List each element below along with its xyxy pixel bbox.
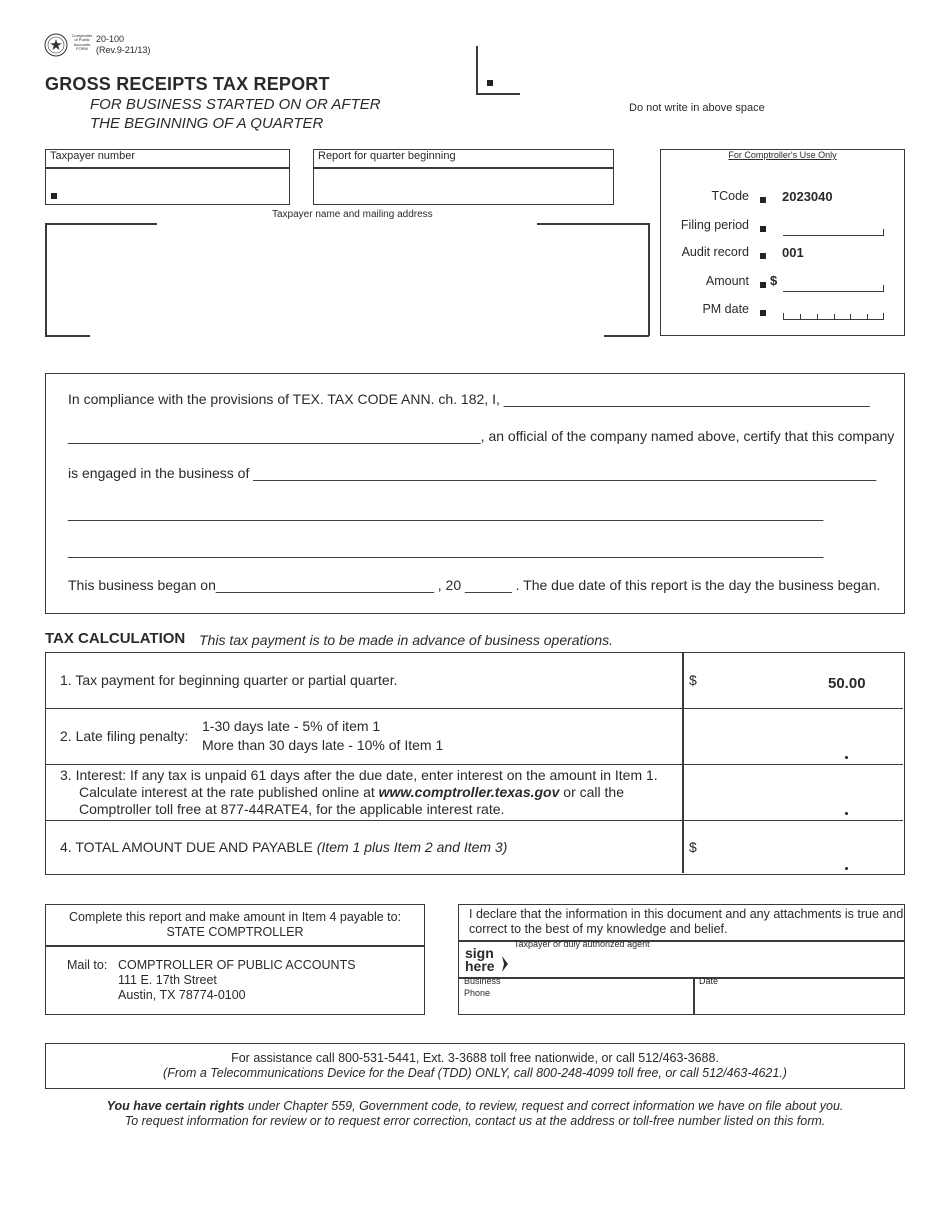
mail-to-label: Mail to: [67,958,108,972]
form-number: 20-100 [96,34,125,44]
item-3-line-2: Calculate interest at the rate published online at www.comptroller.texas.gov or call the [79,784,624,800]
scan-marker [487,80,493,86]
declaration-line-1: I declare that the information in this document and any attachments is true and [469,907,904,921]
name-box-border [45,223,157,225]
arrow-right-icon [501,955,509,973]
phone-label: Phone [464,988,491,998]
business-label: Business [464,976,501,986]
name-box-border [537,223,649,225]
rights-line-2: To request information for review or to request error correction, contact us at the address or toll-free number listed on this form. [124,1114,826,1128]
certification-line[interactable]: _____________________________________________________, an official of the company named above, certify that this company [68,428,895,444]
business-start-line[interactable]: This business began on____________________________ , 20 ______ . The due date of this report is the day the business began. [68,577,881,593]
date-label: Date [699,976,719,986]
amount-label: Amount [705,274,749,288]
tcode-value: 2023040 [782,189,833,204]
item-1-amount[interactable]: 50.00 [828,675,866,692]
item-1-dollar: $ [689,672,697,688]
taxpayer-number-field[interactable] [45,149,290,205]
certification-line[interactable]: In compliance with the provisions of TEX. TAX CODE ANN. ch. 182, I, _______________________________________________ [68,391,870,407]
certification-line[interactable]: _________________________________________________________________________________________________ [68,505,824,521]
filing-period-field[interactable] [783,229,884,236]
form-revision: (Rev.9-21/13) [96,45,151,55]
declaration-line-2: correct to the best of my knowledge and belief. [469,922,728,936]
tcode-label: TCode [711,189,749,203]
rights-notice: You have certain rights under Chapter 559, Government code, to review, request and correct information we have on file about you. To request information for review or to request error correction, contact us at the address or toll-free number listed on this form. [45,1099,905,1129]
agent-label: Taxpayer or duly authorized agent [514,939,650,949]
item-4-dollar: $ [689,839,697,855]
tax-calculation-heading: TAX CALCULATION [45,630,186,647]
item-3-line-1: 3. Interest: If any tax is unpaid 61 days after the due date, enter interest on the amount in Item 1. [60,767,658,783]
taxpayer-number-label: Taxpayer number [50,150,135,162]
corner-mark [476,46,478,94]
subtitle-line-1: FOR BUSINESS STARTED ON OR AFTER [90,96,381,113]
item-3-amount-field[interactable] [686,767,898,817]
do-not-write-note: Do not write in above space [629,102,765,114]
assistance-line-1: For assistance call 800-531-5441, Ext. 3-3688 toll free nationwide, or call 512/463-3688. [231,1051,719,1065]
tax-calculation-table [45,652,905,875]
signature-field[interactable] [514,945,900,975]
mail-address-line-1: COMPTROLLER OF PUBLIC ACCOUNTS [118,958,356,972]
subtitle-line-2: THE BEGINNING OF A QUARTER [90,115,324,132]
page-title: GROSS RECEIPTS TAX REPORT [45,74,330,94]
comptroller-website-link[interactable]: www.comptroller.texas.gov [378,784,560,800]
item-4-label: 4. TOTAL AMOUNT DUE AND PAYABLE (Item 1 plus Item 2 and Item 3) [60,839,508,855]
mail-address-line-3: Austin, TX 78774-0100 [118,988,246,1002]
audit-record-label: Audit record [681,245,749,259]
pm-date-label: PM date [702,302,749,316]
certification-line[interactable]: is engaged in the business of ________________________________________________________________________________ [68,465,877,481]
seal-caption: Comptroller of Public Accounts FORM [71,33,93,52]
amount-symbol: $ [770,273,778,288]
payable-line-1: Complete this report and make amount in Item 4 payable to: [68,910,402,924]
business-phone-field[interactable] [504,981,690,1011]
tax-calculation-note: This tax payment is to be made in advance of business operations. [199,632,614,648]
payable-instructions-box [45,904,425,1015]
pm-date-field[interactable] [783,313,884,320]
report-quarter-field[interactable] [313,149,614,205]
assistance-line-2: (From a Telecommunications Device for the Deaf (TDD) ONLY, call 800-248-4099 toll free, or call 512/463-4621.) [163,1066,787,1080]
name-box-border [45,223,47,336]
name-box-border [604,335,649,337]
mail-address-line-2: 111 E. 17th Street [118,973,217,987]
total-amount-field[interactable] [706,823,898,869]
corner-mark [476,93,520,95]
audit-record-value: 001 [782,245,804,260]
amount-field[interactable] [783,285,884,292]
date-field[interactable] [699,987,899,1012]
filing-period-label: Filing period [680,218,749,232]
name-address-area[interactable] [48,226,646,334]
item-2-amount-field[interactable] [686,711,898,761]
tax-row-item-2 [46,709,903,765]
name-box-border [648,223,650,336]
name-address-label: Taxpayer name and mailing address [272,209,433,220]
item-1-label: 1. Tax payment for beginning quarter or partial quarter. [60,672,398,688]
item-2-option-1: 1-30 days late - 5% of item 1 [202,718,381,734]
tax-row-item-3 [46,765,903,821]
item-2-label: 2. Late filing penalty: [60,728,189,744]
declaration-box [458,904,905,1015]
comptroller-use-box [660,149,905,336]
scan-marker [51,193,57,199]
assistance-box [45,1043,905,1089]
certification-box [45,373,905,614]
tax-row-item-1 [46,653,903,709]
state-seal-icon [44,33,68,57]
certification-line[interactable]: _________________________________________________________________________________________________ [68,542,824,558]
report-quarter-label: Report for quarter beginning [318,150,456,162]
rights-bold: You have certain rights [106,1099,245,1113]
sign-here-label: sign here [465,945,495,974]
item-3-line-3: Comptroller toll free at 877-44RATE4, for the applicable interest rate. [79,801,505,817]
name-box-border [45,335,90,337]
comptroller-use-title: For Comptroller's Use Only [728,150,837,160]
tax-row-item-4 [46,821,903,873]
payable-line-2: STATE COMPTROLLER [166,925,304,939]
item-2-option-2: More than 30 days late - 10% of Item 1 [202,737,444,753]
